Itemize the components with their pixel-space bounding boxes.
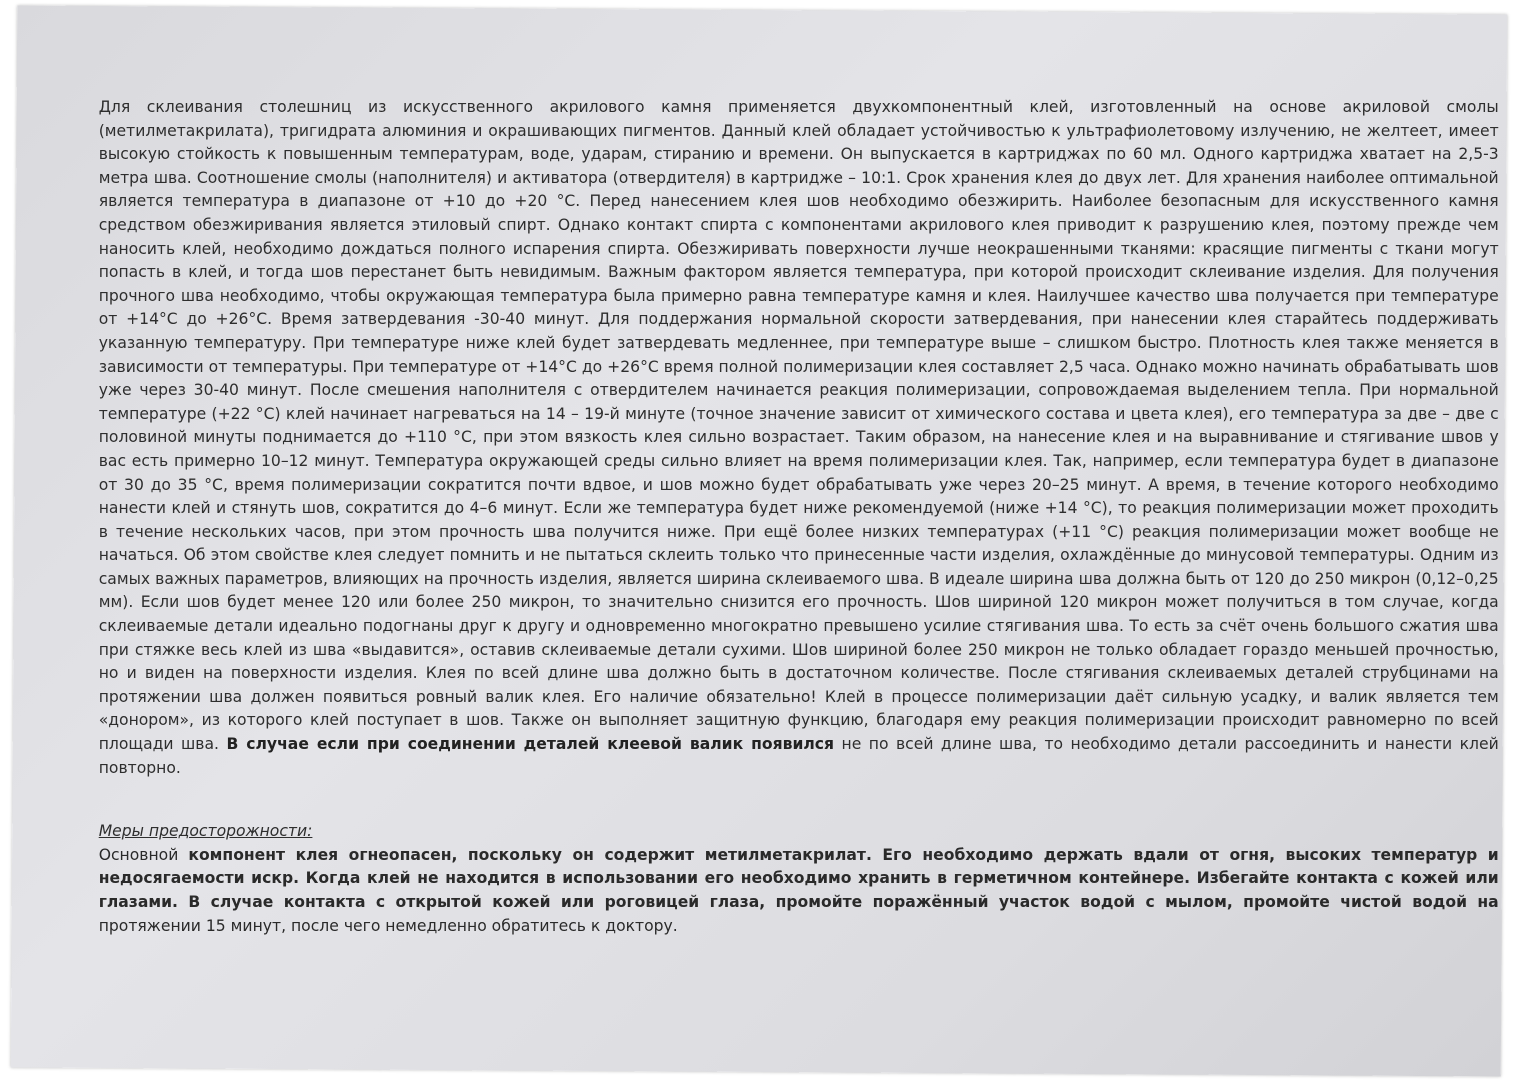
safety-text-start: Основной xyxy=(98,845,189,864)
safety-text-end: протяжении 15 минут, после чего немедленно обратитесь к доктору. xyxy=(98,916,678,935)
safety-text-bold: компонент клея огнеопасен, поскольку он содержит метилметакрилат. Его необходимо держать вдали от огня, высоких температур и недосягаемости искр. Когда клей не находится в использовании его необходимо хранить в герметичном контейнере. Избегайте контакта с кожей или глазами. В случае контакта с открытой кожей или роговицей глаза, промойте поражённый участок водой с мылом, промойте чистой водой на xyxy=(98,845,1499,911)
main-paragraph xyxy=(99,96,1499,780)
safety-paragraph xyxy=(99,844,1499,938)
paper-sheet xyxy=(11,5,1507,1076)
main-paragraph-text: Для склеивания столешниц из искусственного акрилового камня применяется двухкомпонентный клей, изготовленный на основе акриловой смолы (метилметакрилата), тригидрата алюминия и окрашивающих пигментов. Данный клей обладает устойчивостью к ультрафиолетовому излучению, не желтеет, имеет высокую стойкость к повышенным температурам, воде, ударам, стиранию и времени. Он выпускается в картриджах по 60 мл. Одного картриджа хватает на 2,5-3 метра шва. Соотношение смолы (наполнителя) и активатора (отвердителя) в картридже – 10:1. Срок хранения клея до двух лет. Для хранения наиболее оптимальной является температура в диапазоне от +10 до +20 °С. Перед нанесением клея шов необходимо обезжирить. Наиболее безопасным для искусственного камня средством обезжиривания является этиловый спирт. Однако контакт спирта с компонентами акрилового клея приводит к разрушению клея, поэтому прежде чем наносить клей, необходимо дождаться полного испарения спирта. Обезжиривать поверхности лучше неокрашенными тканями: красящие пигменты с ткани могут попасть в клей, и тогда шов перестанет быть невидимым. Важным фактором является температура, при которой происходит склеивание изделия. Для получения прочного шва необходимо, чтобы окружающая температура была примерно равна температуре камня и клея. Наилучшее качество шва получается при температуре от +14°С до +26°С. Время затвердевания -30-40 минут. Для поддержания нормальной скорости затвердевания, при нанесении клея старайтесь поддерживать указанную температуру. При температуре ниже клей будет затвердевать медленнее, при температуре выше – слишком быстро. Плотность клея также меняется в зависимости от температуры. При температуре от +14°С до +26°С время полной полимеризации клея составляет 2,5 часа. Однако можно начинать обрабатывать шов уже через 30-40 минут. После смешения наполнителя с отвердителем начинается реакция полимеризации, сопровождаемая выделением тепла. При нормальной температуре (+22 °С) клей начинает нагреваться на 14 – 19-й минуте (точное значение зависит от химического состава и цвета клея), его температура за две – две с половиной минуты поднимается до +110 °С, при этом вязкость клея сильно возрастает. Таким образом, на нанесение клея и на выравнивание и стягивание швов у вас есть примерно 10–12 минут. Температура окружающей среды сильно влияет на время полимеризации клея. Так, например, если температура будет в диапазоне от 30 до 35 °С, время полимеризации сократится почти вдвое, и шов можно будет обрабатывать уже через 20–25 минут. А время, в течение которого необходимо нанести клей и стянуть шов, сократится до 4–6 минут. Если же температура будет ниже рекомендуемой (ниже +14 °С), то реакция полимеризации может проходить в течение нескольких часов, при этом прочность шва получится ниже. При ещё более низких температурах (+11 °С) реакция полимеризации может вообще не начаться. Об этом свойстве клея следует помнить и не пытаться склеить только что принесенные части изделия, охлаждённые до минусовой температуры. Одним из самых важных параметров, влияющих на прочность изделия, является ширина склеиваемого шва. В идеале ширина шва должна быть от 120 до 250 микрон (0,12–0,25 мм). Если шов будет менее 120 или более 250 микрон, то значительно снизится его прочность. Шов шириной 120 микрон может получиться в том случае, когда склеиваемые детали идеально подогнаны друг к другу и одновременно многократно превышено усилие стягивания шва. То есть за счёт очень большого сжатия шва при стяжке весь клей из шва «выдавится», оставив склеиваемые детали сухими. Шов шириной более 250 микрон не только обладает гораздо меньшей прочностью, но и виден на поверхности изделия. Клея по всей длине шва должно быть в достаточном количестве. После стягивания склеиваемых деталей струбцинами на протяжении шва должен появиться ровный валик клея. Его наличие обязательно! Клей в процессе полимеризации даёт сильную усадку, и валик является тем «донором», из которого клей поступает в шов. Также он выполняет защитную функцию, благодаря ему реакция полимеризации происходит равномерно по всей площади шва. xyxy=(98,97,1499,753)
document-body xyxy=(99,96,1499,938)
main-paragraph-end: не по всей длине шва, то необходимо детали рассоединить и нанести клей повторно. xyxy=(98,734,1499,777)
safety-heading: Меры предосторожности: xyxy=(98,822,313,841)
main-paragraph-bold-tail: В случае если при соединении деталей клеевой валик появился xyxy=(226,734,835,753)
